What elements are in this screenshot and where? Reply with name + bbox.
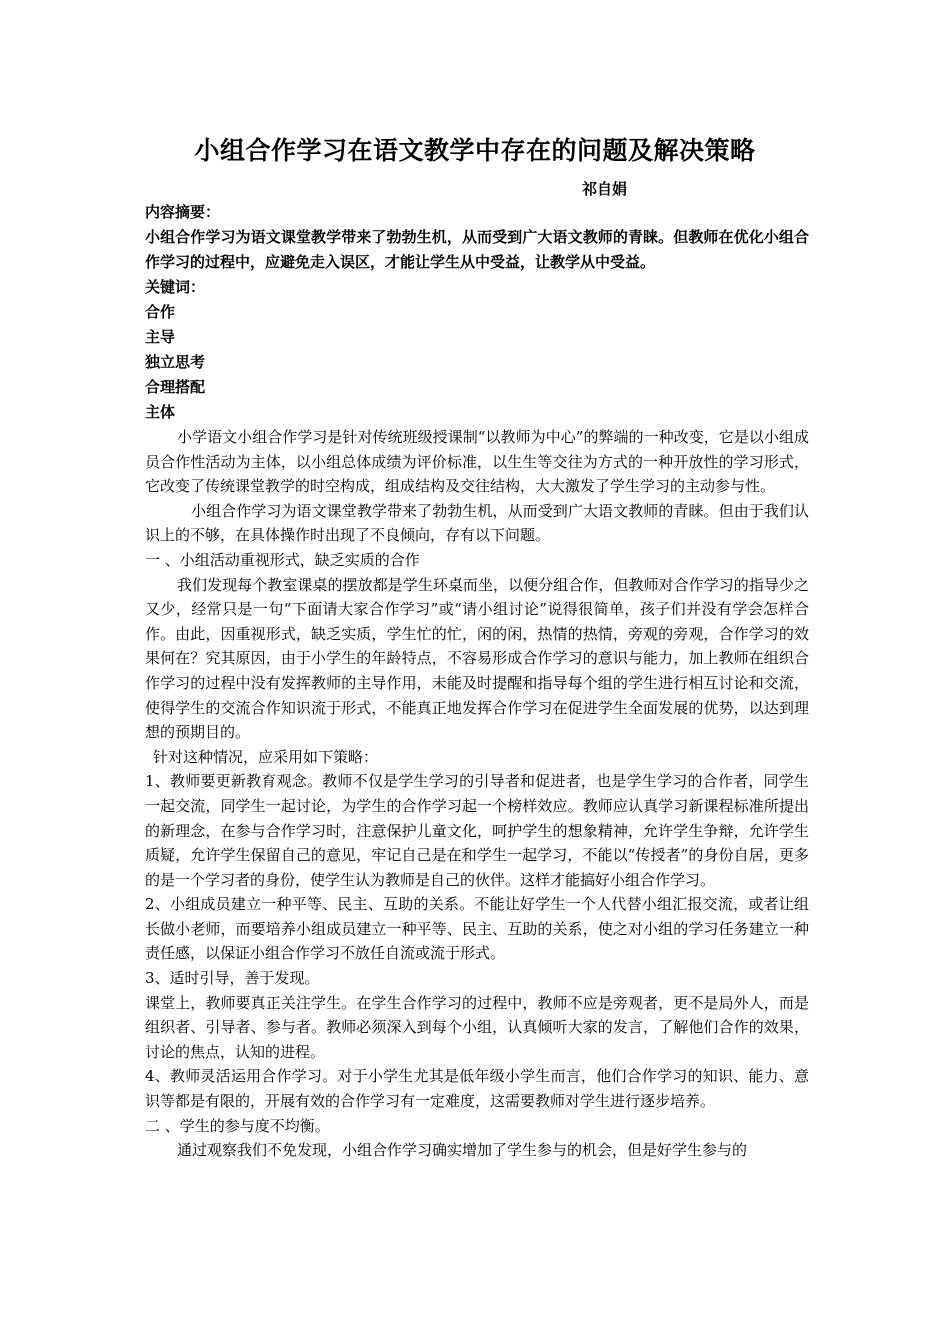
body-paragraph: 课堂上，教师要真正关注学生。在学生合作学习的过程中，教师不应是旁观者，更不是局外人，而是组织者、引导者、参与者。教师必须深入到每个小组，认真倾听大家的发言，了解他们合作的效果，讨论的焦点，认知的进程。 xyxy=(145,993,809,1061)
strategy-item: 2、小组成员建立一种平等、民主、互助的关系。不能让好学生一个人代替小组汇报交流，或者让组长做小老师，而要培养小组成员建立一种平等、民主、互助的关系，使之对小组的学习任务建立一种责任感，以保证小组合作学习不放任自流或流于形式。 xyxy=(145,895,809,963)
keyword-item: 合理搭配 xyxy=(145,378,206,396)
body-paragraph: 通过观察我们不免发现，小组合作学习确实增加了学生参与的机会，但是好学生参与的 xyxy=(177,1141,748,1160)
document-title: 小组合作学习在语文教学中存在的问题及解决策略 xyxy=(194,136,756,165)
document-body xyxy=(145,200,809,1163)
abstract-label: 内容摘要： xyxy=(145,203,221,221)
strategy-item: 1、教师要更新教育观念。教师不仅是学生学习的引导者和促进者，也是学生学习的合作者，同学生一起交流，同学生一起讨论，为学生的合作学习起一个榜样效应。教师应认真学习新课程标准所提出的新理念，在参与合作学习时，注意保护儿童文化，呵护学生的想象精神，允许学生争辩，允许学生质疑，允许学生保留自己的意见，牢记自己是在和学生一起学习，不能以“传授者”的身份自居，更多的是一个学习者的身份，使学生认为教师是自己的伙伴。这样才能搞好小组合作学习。 xyxy=(145,772,809,889)
keywords-label: 关键词： xyxy=(145,278,206,296)
strategy-item: 4、教师灵活运用合作学习。对于小学生尤其是低年级小学生而言，他们合作学习的知识、能力、意识等都是有限的，开展有效的合作学习有一定难度，这需要教师对学生进行逐步培养。 xyxy=(145,1067,809,1111)
strategy-item: 3、适时引导，善于发现。 xyxy=(145,969,320,988)
author-name: 祁自娟 xyxy=(582,180,628,198)
abstract-text: 小组合作学习为语文课堂教学带来了勃勃生机，从而受到广大语文教师的青睐。但教师在优化小组合作学习的过程中，应避免走入误区，才能让学生从中受益，让教学从中受益。 xyxy=(145,228,809,271)
keyword-item: 主导 xyxy=(145,328,176,346)
body-paragraph: 我们发现每个教室课桌的摆放都是学生环桌而坐，以便分组合作，但教师对合作学习的指导少之又少，经常只是一句“下面请大家合作学习”或“请小组讨论”说得很简单，孩子们并没有学会怎样合作。由此，因重视形式，缺乏实质，学生忙的忙，闲的闲，热情的热情，旁观的旁观，合作学习的效果何在？究其原因，由于小学生的年龄特点，不容易形成合作学习的意识与能力，加上教师在组织合作学习的过程中没有发挥教师的主导作用，未能及时提醒和指导每个组的学生进行相互讨论和交流，使得学生的交流合作知识流于形式，不能真正地发挥合作学习在促进学生全面发展的优势，以达到理想的预期目的。 xyxy=(145,575,809,742)
body-paragraph: 小组合作学习为语文课堂教学带来了勃勃生机，从而受到广大语文教师的青睐。但由于我们认识上的不够，在具体操作时出现了不良倾向，存有以下问题。 xyxy=(145,501,809,545)
keyword-item: 独立思考 xyxy=(145,353,206,371)
body-paragraph: 小学语文小组合作学习是针对传统班级授课制“以教师为中心”的弊端的一种改变，它是以小组成员合作性活动为主体，以小组总体成绩为评价标准，以生生等交往为方式的一种开放性的学习形式，它改变了传统课堂教学的时空构成，组成结构及交往结构，大大激发了学生学习的主动参与性。 xyxy=(145,428,809,496)
section-heading: 一 、小组活动重视形式，缺乏实质的合作 xyxy=(145,550,420,569)
body-paragraph: 针对这种情况，应采用如下策略： xyxy=(153,747,379,766)
section-heading: 二 、学生的参与度不均衡。 xyxy=(145,1116,330,1135)
keyword-item: 合作 xyxy=(145,303,176,321)
keyword-item: 主体 xyxy=(145,403,176,421)
keywords-list xyxy=(145,300,809,425)
